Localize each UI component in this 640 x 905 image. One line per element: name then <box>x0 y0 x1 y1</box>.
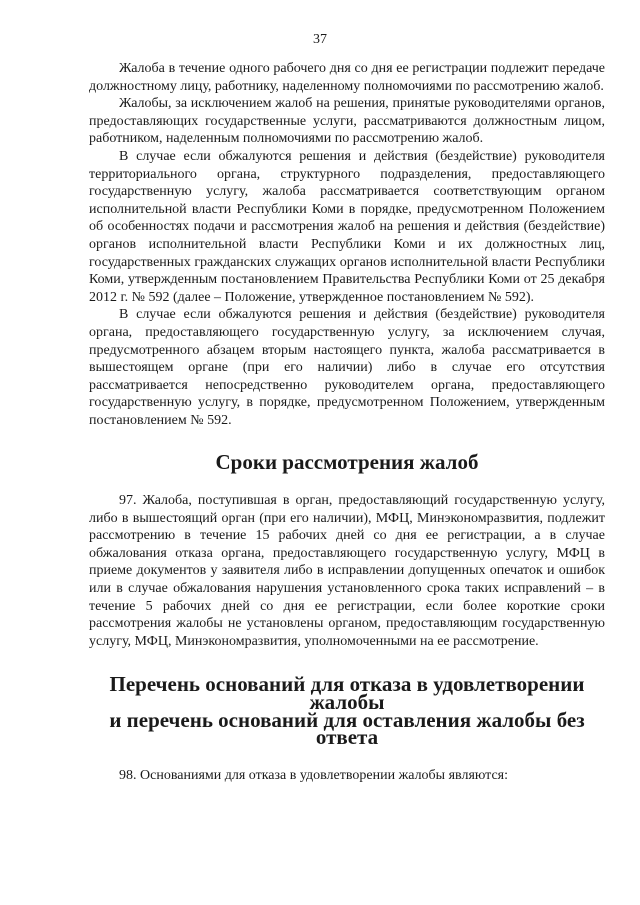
section-heading-line-1: Перечень оснований для отказа в удовлетворении жалобы <box>109 672 585 714</box>
section-heading-refusal-grounds <box>89 672 605 750</box>
paragraph-territorial-body-appeal: В случае если обжалуются решения и действия (бездействие) руководителя территориального органа, структурного подразделения, предоставляющего государственную услугу, жалоба рассматривается соответствующим органом исполнительной власти Республики Коми в порядке, предусмотренном Положением об особенностях подачи и рассмотрения жалоб на решения и действия (бездействие) органов исполнительной власти Республики Коми и их должностных лиц, государственных гражданских служащих органов исполнительной власти Республики Коми, утвержденным постановлением Правительства Республики Коми от 25 декабря 2012 г. № 592 (далее – Положение, утвержденное постановлением № 592). <box>89 148 605 305</box>
paragraph-head-of-body-appeal: В случае если обжалуются решения и действия (бездействие) руководителя органа, предоставляющего государственную услугу, за исключением случая, предусмотренного абзацем вторым настоящего пункта, жалоба рассматривается в вышестоящем органе (при его наличии) либо в случае его отсутствия рассматривается непосредственно руководителем органа, предоставляющего государственную услугу, в порядке, предусмотренном Положением, утвержденным постановлением № 592. <box>89 307 605 428</box>
paragraph-97-review-terms: 97. Жалоба, поступившая в орган, предоставляющий государственную услугу, либо в вышестоящий орган (при его наличии), МФЦ, Минэкономразвития, подлежит рассмотрению в течение 15 рабочих дней со дня ее регистрации, а в случае обжалования отказа органа, предоставляющего государственную услугу, МФЦ в приеме документов у заявителя либо в исправлении допущенных опечаток и ошибок или в случае обжалования нарушения установленного срока таких исправлений – в течение 5 рабочих дней со дня ее регистрации, если более короткие сроки рассмотрения жалобы не установлены органом, предоставляющим государственную услугу, МФЦ, Минэкономразвития, уполномоченными на ее рассмотрение. <box>89 493 605 649</box>
paragraph-98-refusal-grounds: 98. Основаниями для отказа в удовлетворении жалобы являются: <box>119 767 508 783</box>
page-number: 37 <box>313 32 327 47</box>
section-heading-review-terms: Сроки рассмотрения жалоб <box>215 450 479 475</box>
paragraph-complaint-transfer: Жалоба в течение одного рабочего дня со дня ее регистрации подлежит передаче должностному лицу, работнику, наделенному полномочиями по рассмотрению жалоб. <box>89 61 605 94</box>
document-body <box>89 60 605 784</box>
section-heading-line-2: и перечень оснований для оставления жалобы без ответа <box>109 707 585 750</box>
paragraph-complaint-review-officer: Жалобы, за исключением жалоб на решения, принятые руководителями органов, предоставляющих государственные услуги, рассматриваются должностным лицом, работником, наделенным полномочиями по рассмотрению жалоб. <box>89 96 605 147</box>
